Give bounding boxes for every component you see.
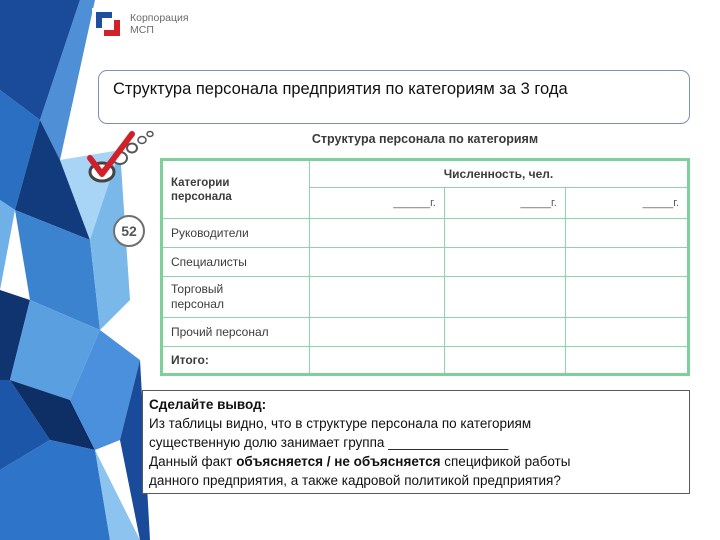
slide-title-box (98, 70, 690, 124)
conclusion-line-3-start: Данный факт (149, 454, 233, 469)
year-1: ______г. (310, 188, 445, 219)
cell (310, 248, 445, 277)
conclusion-line-3-bold: объясняется / не объясняется (236, 454, 441, 469)
table-row (162, 248, 689, 277)
page-number-badge: 52 (113, 215, 145, 247)
cell (310, 347, 445, 375)
row-label (162, 277, 310, 318)
conclusion-line-1: Из таблицы видно, что в структуре персонала по категориям (149, 416, 532, 431)
table-row-total (162, 347, 689, 375)
cell (310, 277, 445, 318)
row-label: Специалисты (162, 248, 310, 277)
conclusion-line-4: данного предприятия, а также кадровой политикой предприятия? (149, 473, 561, 488)
cell (565, 219, 688, 248)
logo-line-2: МСП (130, 24, 154, 36)
conclusion-box (142, 390, 690, 494)
conclusion-heading: Сделайте вывод: (149, 397, 267, 412)
conclusion-line-2: существенную долю занимает группа ________________ (149, 435, 509, 450)
checklist-icon (80, 120, 170, 200)
staff-structure-table (160, 158, 690, 376)
cell (444, 318, 565, 347)
cell (444, 219, 565, 248)
slide-title: Структура персонала предприятия по категориям за 3 года (113, 80, 568, 98)
row-label: Руководители (162, 219, 310, 248)
table-row (162, 318, 689, 347)
cell (565, 318, 688, 347)
cell (444, 347, 565, 375)
conclusion-line-3 (149, 452, 683, 471)
cell (444, 277, 565, 318)
cell (444, 248, 565, 277)
logo-line-1: Корпорация (130, 12, 189, 24)
row-label-text: Торговый персонал (171, 282, 224, 311)
logo-icon (92, 8, 124, 40)
table-title: Структура персонала по категориям (311, 132, 539, 146)
header-category-cell (162, 160, 310, 219)
table-row (162, 277, 689, 318)
year-2: _____г. (444, 188, 565, 219)
header-count: Численность, чел. (310, 160, 689, 188)
header-category: Категории персонала (171, 176, 232, 203)
cell (565, 248, 688, 277)
cell (565, 347, 688, 375)
year-3: _____г. (565, 188, 688, 219)
table-row (162, 219, 689, 248)
cell (310, 219, 445, 248)
conclusion-line-3-end: спецификой работы (444, 454, 571, 469)
total-label: Итого: (162, 347, 310, 375)
row-label: Прочий персонал (162, 318, 310, 347)
corporation-logo (92, 8, 189, 40)
cell (565, 277, 688, 318)
cell (310, 318, 445, 347)
